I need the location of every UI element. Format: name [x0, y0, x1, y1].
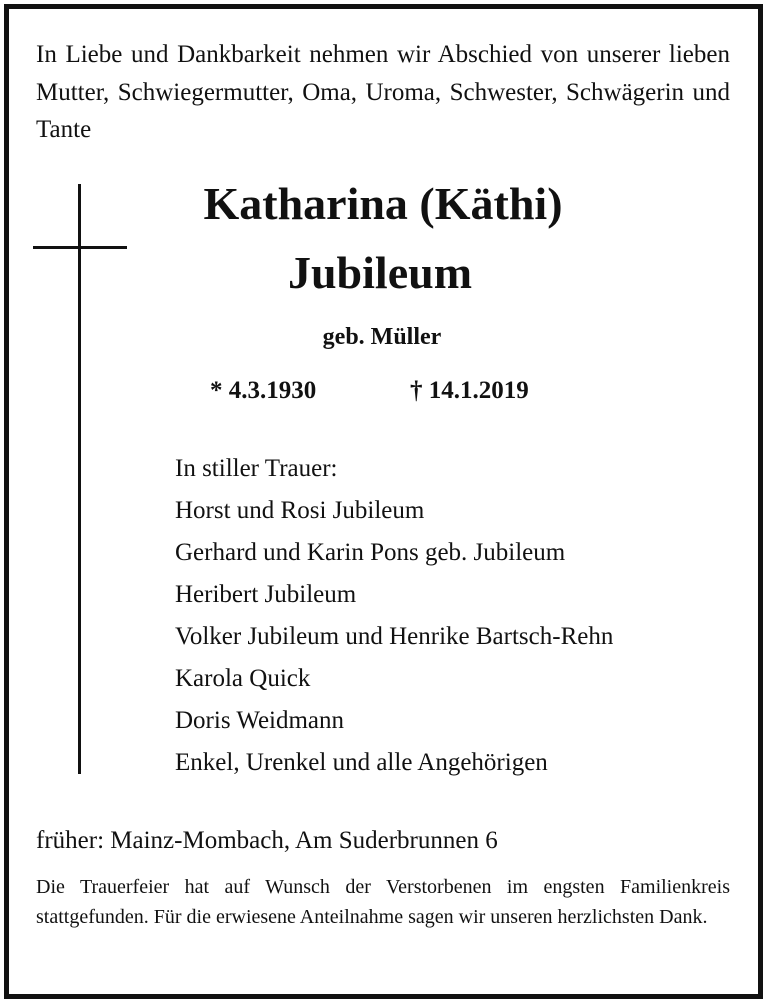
death-date: † 14.1.2019	[410, 377, 529, 404]
mourners-list	[175, 448, 613, 784]
birth-date: * 4.3.1930	[210, 377, 317, 404]
mourner-item: Gerhard und Karin Pons geb. Jubileum	[175, 539, 566, 566]
mourners-heading: In stiller Trauer:	[175, 455, 338, 482]
intro-text: In Liebe und Dankbarkeit nehmen wir Abschied von unserer lieben Mutter, Schwiegermutter, Oma, Uroma, Schwester, Schwägerin und Tante	[36, 41, 730, 143]
deceased-name: Katharina (Käthi)	[203, 178, 563, 229]
mourner-item: Volker Jubileum und Henrike Bartsch-Rehn	[175, 623, 614, 650]
cross-vertical-bar	[78, 184, 81, 774]
closing-text: Die Trauerfeier hat auf Wunsch der Verstorbenen im engsten Familienkreis stattgefunden. Für die erwiesene Anteilnahme sagen wir unseren herzlichsten Dank.	[36, 876, 730, 928]
mourner-item: Karola Quick	[175, 665, 311, 692]
mourner-item: Enkel, Urenkel und alle Angehörigen	[175, 749, 548, 776]
deceased-surname: Jubileum	[287, 247, 473, 298]
cross-horizontal-bar	[33, 246, 127, 249]
mourner-item: Horst und Rosi Jubileum	[175, 497, 425, 524]
birth-name: geb. Müller	[322, 324, 442, 350]
mourner-item: Heribert Jubileum	[175, 581, 357, 608]
former-address: früher: Mainz-Mombach, Am Suderbrunnen 6	[36, 827, 498, 854]
mourner-item: Doris Weidmann	[175, 707, 345, 734]
